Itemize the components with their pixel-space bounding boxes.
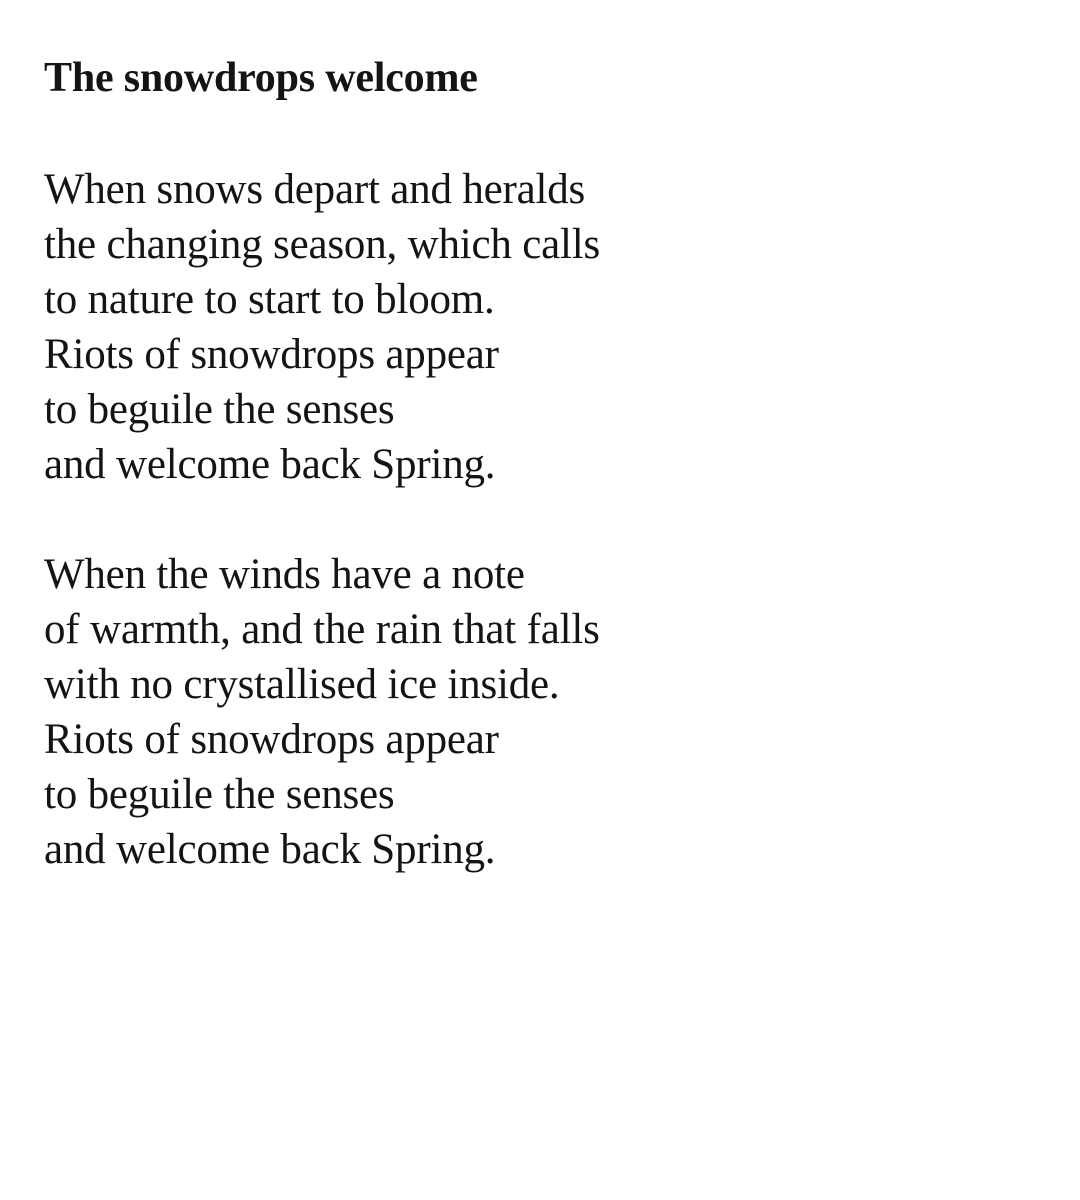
poem-line: with no crystallised ice inside. (44, 661, 560, 708)
poem-title: The snowdrops welcome (44, 55, 478, 101)
poem-line: Riots of snowdrops appear (44, 716, 499, 763)
poem-line: and welcome back Spring. (44, 826, 496, 873)
poem-line: the changing season, which calls (44, 221, 601, 268)
poem-line: and welcome back Spring. (44, 441, 496, 488)
poem-line: to nature to start to bloom. (44, 276, 495, 323)
poem (44, 52, 1044, 877)
poem-line: to beguile the senses (44, 386, 395, 433)
poem-line: When snows depart and heralds (44, 166, 586, 213)
poem-line: of warmth, and the rain that falls (44, 606, 600, 653)
stanza-1 (44, 162, 1044, 492)
poem-line: Riots of snowdrops appear (44, 331, 499, 378)
stanza-2 (44, 547, 1044, 877)
poem-line: to beguile the senses (44, 771, 395, 818)
poem-line: When the winds have a note (44, 551, 525, 598)
